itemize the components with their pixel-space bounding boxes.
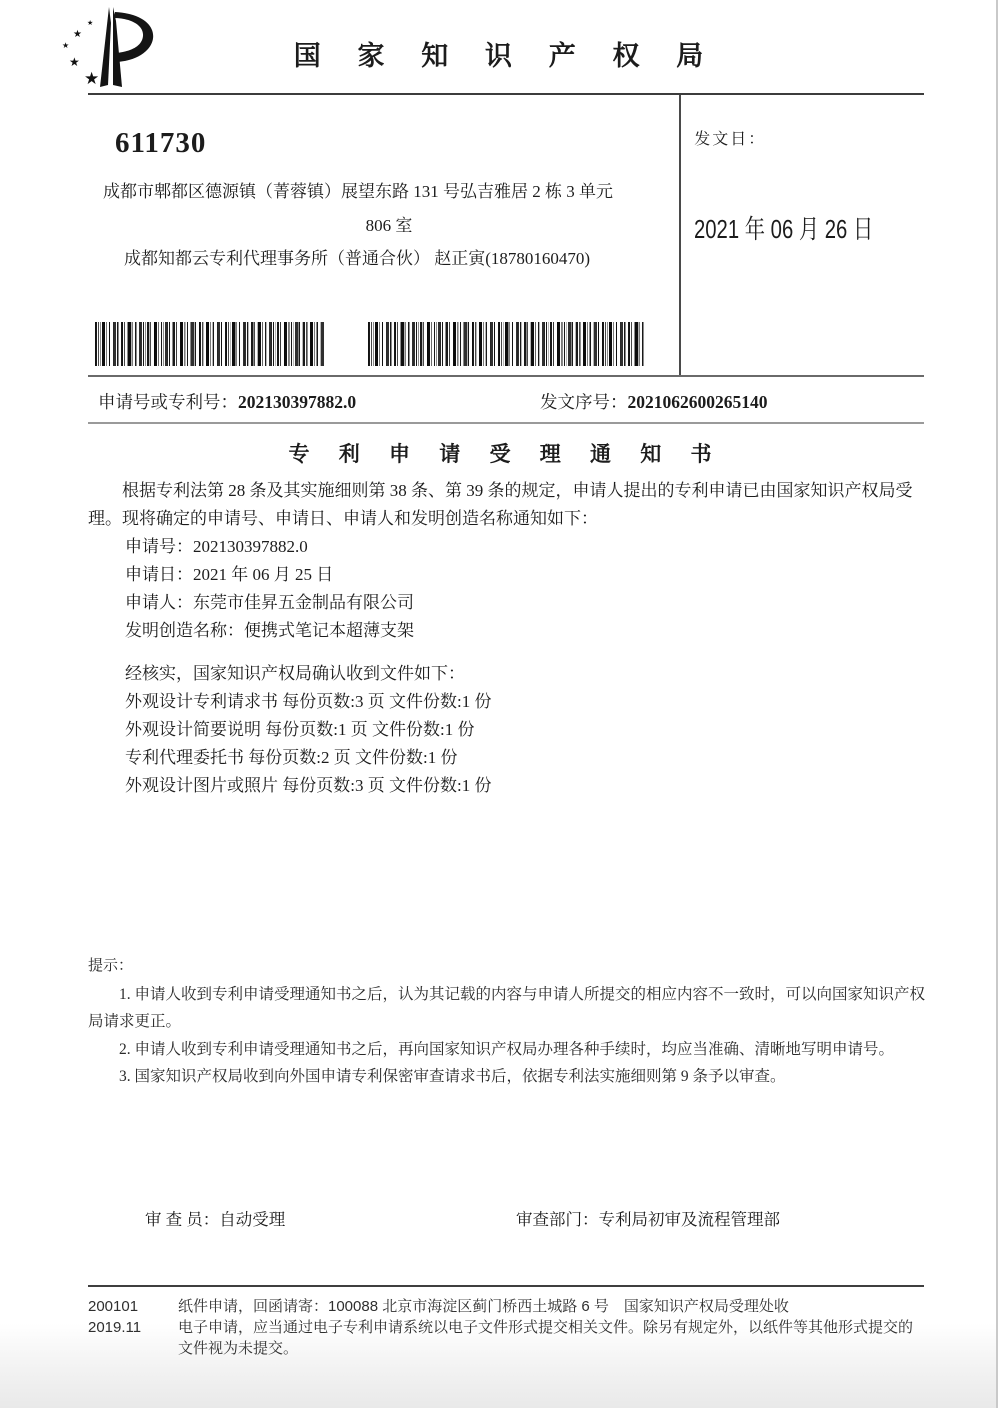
serial-number-value: 2021062600265140: [627, 392, 768, 412]
form-codes: [88, 1296, 178, 1359]
footer-text: [178, 1296, 924, 1359]
received-documents: [88, 660, 924, 800]
field-label: 申请人：: [125, 593, 193, 612]
received-intro: 经核实，国家知识产权局确认收到文件如下：: [125, 664, 465, 683]
examiner: [145, 1206, 285, 1230]
note-item: 1. 申请人收到专利申请受理通知书之后，认为其记载的内容与申请人所提交的相应内容不一致时，可以向国家知识产权局请求更正。: [88, 985, 926, 1030]
serial-number: [540, 389, 768, 414]
document-item: 外观设计专利请求书 每份页数:3 页 文件份数:1 份: [125, 692, 492, 711]
addressee-block: [88, 95, 679, 375]
document-item: 外观设计简要说明 每份页数:1 页 文件份数:1 份: [125, 720, 475, 739]
document-item: 外观设计图片或照片 每份页数:3 页 文件份数:1 份: [125, 776, 492, 795]
notice-title: 专 利 申 请 受 理 通 知 书: [288, 442, 724, 466]
issue-date-box: [679, 95, 924, 375]
barcode-right: [368, 322, 646, 366]
note-item: 2. 申请人收到专利申请受理通知书之后，再向国家知识产权局办理各种手续时，均应当准确、清晰地写明申请号。: [119, 1040, 895, 1058]
field-invention-title: [88, 617, 924, 645]
numbers-row: [88, 377, 924, 424]
application-number-value: 202130397882.0: [238, 392, 357, 412]
field-value: 202130397882.0: [193, 537, 308, 556]
note-item: 3. 国家知识产权局收到向外国申请专利保密审查请求书后，依据专利法实施细则第 9 条予以审查。: [119, 1068, 786, 1085]
form-code: 200101: [88, 1298, 139, 1315]
examining-department: [516, 1206, 780, 1230]
org-title: 国 家 知 识 产 权 局: [293, 41, 719, 71]
field-applicant: [88, 589, 924, 617]
notice-intro: 根据专利法第 28 条及其实施细则第 38 条、第 39 条的规定，申请人提出的专利申请已由国家知识产权局受理。现将确定的申请号、申请日、申请人和发明创造名称通知如下：: [88, 481, 913, 528]
notes-section: [88, 953, 932, 1091]
footer-line-paper: 纸件申请，回函请寄：100088 北京市海淀区蓟门桥西土城路 6 号 国家知识产权局受理处收: [178, 1298, 789, 1315]
star-icon: ★: [62, 41, 70, 50]
signoff-row: [88, 1206, 924, 1236]
field-label: 发明创造名称：: [125, 621, 244, 640]
notes-heading: 提示：: [88, 958, 134, 974]
application-number: [98, 389, 356, 414]
barcode-left: [95, 322, 325, 366]
address-line-2: 806 室: [365, 216, 413, 235]
footer: [88, 1285, 924, 1359]
notice-body: [88, 477, 924, 800]
star-icon: ★: [69, 55, 80, 69]
application-number-label: 申请号或专利号：: [98, 392, 238, 412]
department-label: 审查部门：: [516, 1210, 599, 1229]
field-value: 东莞市佳昇五金制品有限公司: [193, 593, 414, 612]
star-icon: ★: [84, 69, 100, 89]
field-value: 便携式笔记本超薄支架: [244, 621, 414, 640]
serial-number-label: 发文序号：: [540, 392, 628, 412]
agency-line: 成都知都云专利代理事务所（普通合伙） 赵正寅(18780160470): [124, 249, 591, 268]
document-item: 专利代理委托书 每份页数:2 页 文件份数:1 份: [125, 748, 458, 767]
star-icon: ★: [73, 29, 82, 40]
top-section: [88, 93, 924, 377]
address-line-1: 成都市郫都区德源镇（菁蓉镇）展望东路 131 号弘吉雅居 2 栋 3 单元: [103, 182, 613, 201]
star-icon: ★: [87, 19, 94, 27]
field-application-date: [88, 561, 924, 589]
examiner-value: 自动受理: [219, 1210, 286, 1229]
field-application-number: [88, 533, 924, 561]
field-value: 2021 年 06 月 25 日: [193, 565, 334, 584]
issue-date-label: 发文日：: [694, 131, 767, 148]
field-label: 申请号：: [125, 537, 193, 556]
issue-date-value: 2021 年 06 月 26 日: [694, 214, 874, 244]
department-value: 专利局初审及流程管理部: [598, 1210, 780, 1229]
field-label: 申请日：: [125, 565, 193, 584]
form-date: 2019.11: [88, 1319, 142, 1336]
examiner-label: 审 查 员：: [145, 1210, 220, 1229]
postal-code: 611730: [115, 127, 207, 159]
footer-line-electronic: 电子申请，应当通过电子专利申请系统以电子文件形式提交相关文件。除另有规定外，以纸件等其他形式提交的文件视为未提交。: [178, 1319, 914, 1357]
